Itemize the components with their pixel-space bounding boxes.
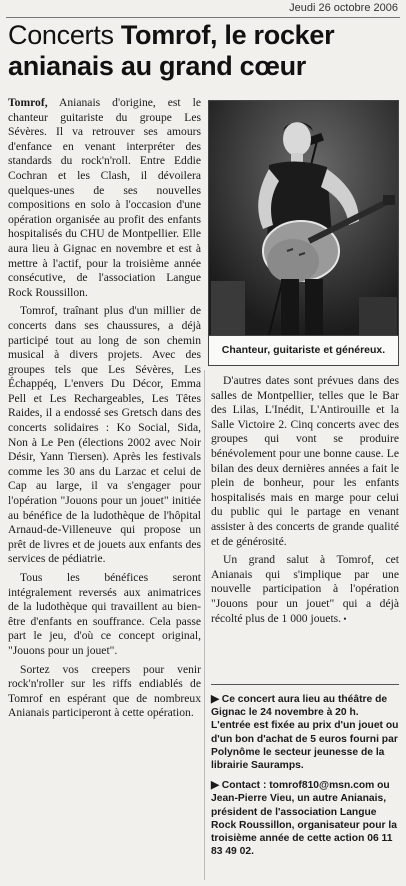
top-rule bbox=[6, 17, 400, 18]
contact-info: ▶ Contact : tomrof810@msn.com ou Jean-Pierre Vieu, un autre Anianais, président de l'association Langue Rock Roussillon, organisateur pour la troisième année de cette action 06 11 83 49 02. bbox=[211, 780, 397, 858]
concert-photo bbox=[208, 100, 399, 336]
column-divider bbox=[204, 370, 205, 880]
concert-info: ▶ Ce concert aura lieu au théâtre de Gignac le 24 novembre à 20 h. L'entrée est fixée au prix d'un jouet ou d'un bon d'achat de 5 euros fourni par Polynôme le secteur jeunesse de la librairie Sauramps. bbox=[211, 694, 399, 772]
paragraph-dates: D'autres dates sont prévues dans des salles de Montpellier, telles que le Bar des Lilas, L'Inédit, L'Antirouille et la Salle Victoire 2. Cinq concerts avec des groupes qui vont se produire bénévolement pour une bonne cause. Le bilan des deux dernières années a fait le plein de bonheur, pour les enfants hospitalisés mais en marge pour celui du public qui le partage en venant assister à des concerts de grande qualité et de générosité. bbox=[211, 374, 399, 548]
paragraph-call: Sortez vos creepers pour venir rock'n'roller sur les riffs endiablés de Tomrof en espérant que de nombreux Anianais participeront à cette opération. bbox=[8, 662, 201, 720]
info-box bbox=[211, 684, 399, 865]
headline-title: Tomrof, le rocker anianais au grand cœur bbox=[8, 20, 335, 81]
info-separator bbox=[211, 684, 399, 685]
paragraph-salute bbox=[211, 553, 399, 626]
paragraph-intro bbox=[8, 96, 201, 300]
headline bbox=[8, 20, 400, 82]
salute-text: Un grand salut à Tomrof, cet Anianais qui s'implique par une nouvelle participation à l'opération "Jouons pour un jouet" qui a déjà récolté plus de 1 000 jouets. bbox=[211, 553, 399, 625]
end-mark: • bbox=[341, 613, 347, 624]
lead-word: Tomrof, bbox=[8, 96, 48, 109]
headline-rubric: Concerts bbox=[8, 20, 121, 50]
publication-date: Jeudi 26 octobre 2006 bbox=[289, 2, 398, 14]
paragraph-benefits: Tous les bénéfices seront intégralement reversés aux animatrices de la ludothèque qui travaillent au bien-être d'enfants en souffrance. Cela passe part le jeu, d'où ce concept original, "Jouons pour un jouet". bbox=[8, 571, 201, 657]
intro-text: Anianais d'origine, est le chanteur guitariste du groupe Les Sévères. Il va retrouver ses amours d'enfance en venant interpréter des standards du rock'n'roll. Entre Eddie Cochran et les Clash, il dévoilera quelques-unes de ses nouvelles compositions en solo à l'occasion d'une opération organisée au profit des enfants hospitalisés du CHU de Montpellier. Elle aura lieu à Gignac en novembre et est à mettre à l'actif, pour la troisième année consécutive, de l'association Langue Rock Roussillon. bbox=[8, 96, 201, 299]
left-column bbox=[8, 96, 201, 725]
photo-caption: Chanteur, guitariste et généreux. bbox=[208, 336, 399, 366]
right-column bbox=[211, 374, 399, 630]
paragraph-career: Tomrof, traînant plus d'un millier de concerts dans ses chaussures, a déjà participé tout au long de son chemin musical à divers projets. Avec des groupes tels que Les Sévères, Les Échappéq, L'envers Du Décor, Emma Pell et Les Rechargeables, Les Têtes Raides, il a endossé ses Gretsch dans des concerts solidaires : Ko Social, Sida, Non à Le Pen (élections 2002 avec Noir Désir, Yann Tiersen). Après les festivals comme les 30 ans du Larzac et celui de Cap au large, il va s'engager pour l'opération "Jouons pour un jouet" initiée au bénéfice de la ludothèque de l'hôpital Arnaud-de-Villeneuve qui propose un prêt de livres et de jouets aux enfants des services de pédiatrie. bbox=[8, 304, 201, 566]
